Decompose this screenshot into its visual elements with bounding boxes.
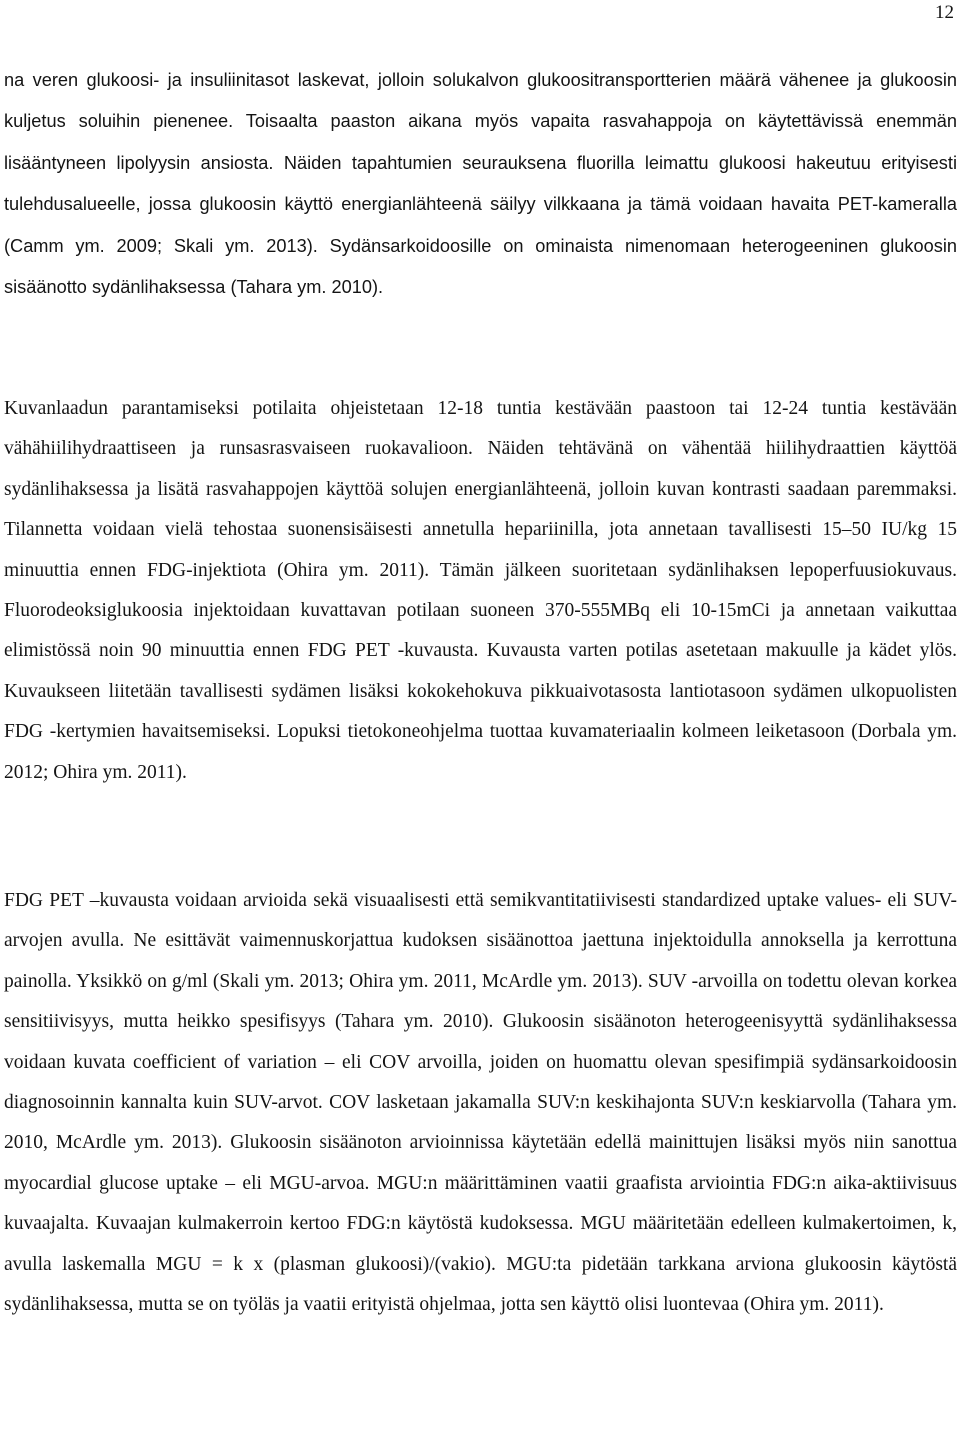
paragraph-3: FDG PET –kuvausta voidaan arvioida sekä visuaalisesti että semikvantitatiivisesti standardized uptake values- eli SUV-arvojen avulla. Ne esittävät vaimennuskorjattua kudoksen sisäänottoa jaettuna injektoidulla annoksella ja kerrottuna painolla. Yksikkö on g/ml (Skali ym. 2013; Ohira ym. 2011, McArdle ym. 2013). SUV -arvoilla on todettu olevan korkea sensitiivisyys, mutta heikko spesifisyys (Tahara ym. 2010). Glukoosin sisäänoton heterogeenisyyttä sydänlihaksessa voidaan kuvata coefficient of variation – eli COV arvoilla, joiden on huomattu olevan spesifimpiä sydänsarkoidoosin diagnosoinnin kannalta kuin SUV-arvot. COV lasketaan jakamalla SUV:n keskihajonta SUV:n keskiarvolla (Tahara ym. 2010, McArdle ym. 2013). Glukoosin sisäänoton arvioinnissa käytetään edellä mainittujen lisäksi myös niin sanottua myocardial glucose uptake – eli MGU-arvoa. MGU:n määrittäminen vaatii graafista arviointia FDG:n aika-aktiivisuus kuvaajalta. Kuvaajan kulmakerroin kertoo FDG:n käytöstä kudoksessa. MGU määritetään edelleen kulmakertoimen, k, avulla laskemalla MGU = k x (plasman glukoosi)/(vakio). MGU:ta pidetään tarkkana arviona glukoosin käytöstä sydänlihaksessa, mutta se on työläs ja vaatii erityistä ohjelmaa, jotta sen käyttö olisi luontevaa (Ohira ym. 2011). bbox=[4, 890, 957, 1316]
paragraph-1-sans-text: na veren glukoosi- ja insuliinitasot laskevat, jolloin solukalvon glukoositransportterien määrä vähenee ja glukoosin kuljetus soluihin pienenee. Toisaalta paaston aikana myös vapaita rasvahappoja on käytettävissä enemmän lisääntyneen lipolyysin ansiosta. Näiden tapahtumien seurauksena fluorilla leimattu glukoosi hakeutuu erityisesti tulehdusalueelle, jossa glukoosin käyttö energianlähteenä säilyy vilkkaana ja tämä voidaan havaita PET-kameralla (Camm ym. 2009; Skali ym. 2013). Sydänsarkoidoosille on ominaista nimenomaan heterogeeninen glukoosin sisäänotto sydänlihaksessa (Tahara ym. 2010). bbox=[4, 70, 957, 298]
paragraph-2: Kuvanlaadun parantamiseksi potilaita ohjeistetaan 12-18 tuntia kestävään paastoon tai 12-24 tuntia kestävään vähähiilihydraattiseen ja runsasrasvaiseen ruokavalioon. Näiden tehtävänä on vähentää hiilihydraattien käyttöä sydänlihaksessa ja lisätä rasvahappojen käyttöä solujen energianlähteenä, jolloin kuvan kontrasti saadaan paremmaksi. Tilannetta voidaan vielä tehostaa suonensisäisesti annetulla hepariinilla, jota annetaan tavallisesti 15–50 IU/kg 15 minuuttia ennen FDG-injektiota (Ohira ym. 2011). Tämän jälkeen suoritetaan sydänlihaksen lepoperfuusiokuvaus. Fluorodeoksiglukoosia injektoidaan kuvattavan potilaan suoneen 370-555MBq eli 10-15mCi ja annetaan vaikuttaa elimistössä noin 90 minuuttia ennen FDG PET -kuvausta. Kuvausta varten potilas asetetaan makuulle ja kädet ylös. Kuvaukseen liitetään tavallisesti sydämen lisäksi kokokehokuva pikkuaivotasosta lantiotasoon sydämen ulkopuolisten FDG -kertymien havaitsemiseksi. Lopuksi tietokoneohjelma tuottaa kuvamateriaalin kolmeen leiketasoon (Dorbala ym. 2012; Ohira ym. 2011). bbox=[4, 398, 957, 783]
page-number: 12 bbox=[935, 2, 954, 23]
paragraph-1 bbox=[4, 60, 957, 308]
